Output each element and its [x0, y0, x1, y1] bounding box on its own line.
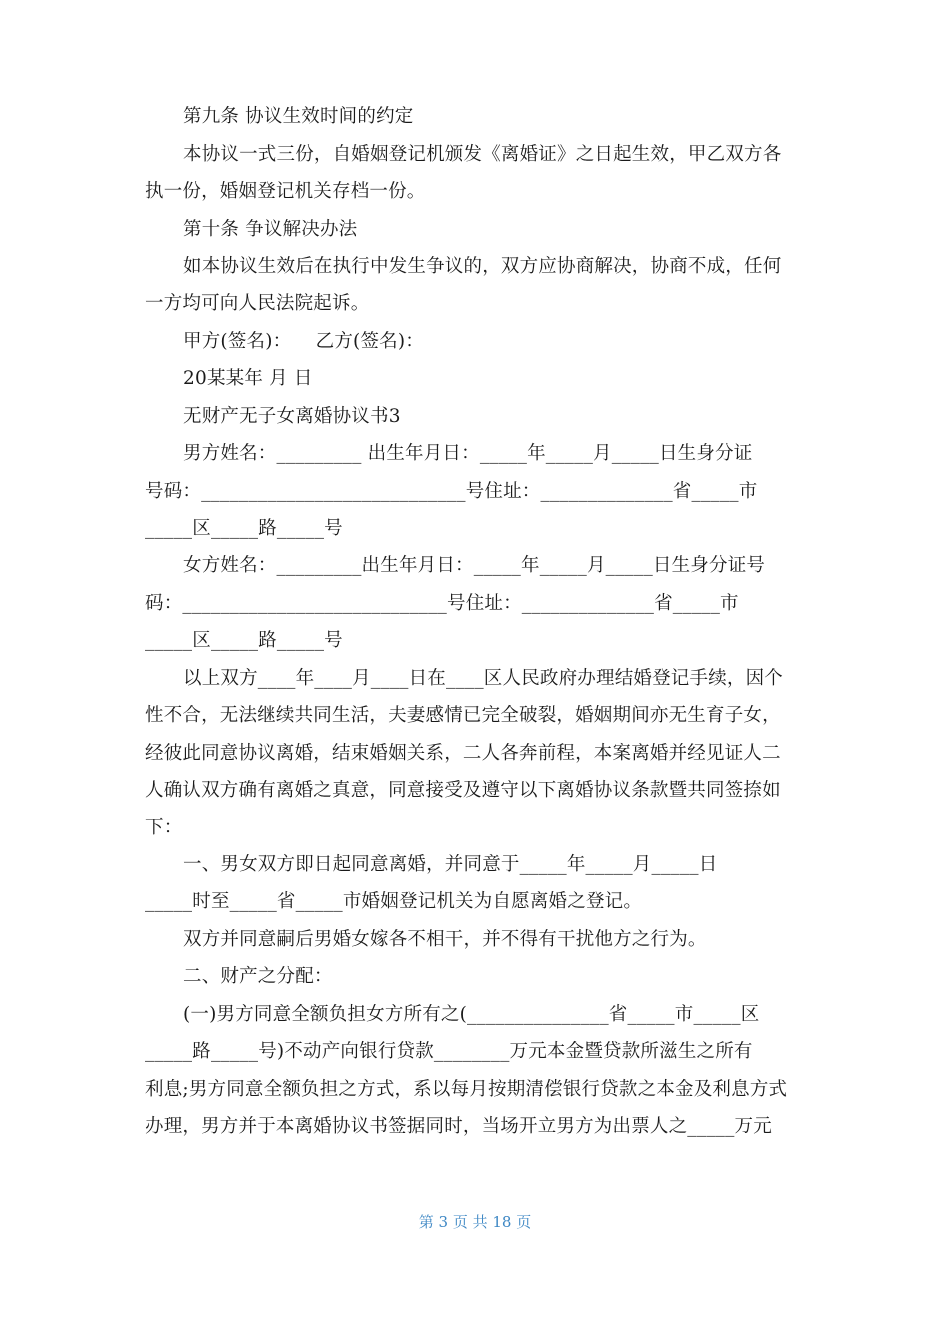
- paragraph-line: 一方均可向人民法院起诉。: [145, 293, 370, 314]
- paragraph-line: 经彼此同意协议离婚，结束婚姻关系，二人各奔前程，本案离婚并经见证人二: [145, 743, 781, 764]
- paragraph-line: 一、男女双方即日起同意离婚，并同意于_____年_____月_____日: [183, 854, 718, 875]
- paragraph-line: 号码：____________________________号住址：______________省_____市: [145, 481, 758, 502]
- article-9-heading: 第九条 协议生效时间的约定: [183, 106, 414, 127]
- date-line: 20某某年 月 日: [183, 368, 313, 389]
- paragraph-line: _____时至_____省_____市婚姻登记机关为自愿离婚之登记。: [145, 891, 643, 912]
- paragraph-line: 女方姓名：_________出生年月日：_____年_____月_____日生身分证号: [183, 555, 766, 576]
- article-10-heading: 第十条 争议解决办法: [183, 219, 358, 240]
- page-number-footer: 第 3 页 共 18 页: [418, 1213, 532, 1231]
- paragraph-line: 双方并同意嗣后男婚女嫁各不相干，并不得有干扰他方之行为。: [183, 929, 707, 950]
- paragraph-line: 男方姓名：_________ 出生年月日：_____年_____月_____日生身分证: [183, 443, 753, 464]
- paragraph-line: 办理，男方并于本离婚协议书签据同时，当场开立男方为出票人之_____万元: [145, 1116, 772, 1137]
- paragraph-line: _____区_____路_____号: [145, 518, 343, 539]
- paragraph-line: 执一份，婚姻登记机关存档一份。: [145, 181, 426, 202]
- paragraph-line: 人确认双方确有离婚之真意，同意接受及遵守以下离婚协议条款暨共同签捺如: [145, 780, 781, 801]
- paragraph-line: 性不合，无法继续共同生活，夫妻感情已完全破裂，婚姻期间亦无生育子女，: [145, 705, 781, 726]
- paragraph-line: 码：____________________________号住址：______________省_____市: [145, 593, 739, 614]
- paragraph-line: (一)男方同意全额负担女方所有之(_______________省_____市_____区: [183, 1004, 760, 1025]
- signature-line: 甲方(签名)： 乙方(签名)：: [183, 331, 424, 352]
- paragraph-line: 如本协议生效后在执行中发生争议的，双方应协商解决，协商不成，任何: [183, 256, 782, 277]
- paragraph-line: 本协议一式三份，自婚姻登记机颁发《离婚证》之日起生效，甲乙双方各: [183, 144, 782, 165]
- paragraph-line: 利息;男方同意全额负担之方式，系以每月按期清偿银行贷款之本金及利息方式: [145, 1079, 788, 1100]
- paragraph-line: 下：: [145, 817, 183, 838]
- paragraph-line: 二、财产之分配：: [183, 966, 333, 987]
- paragraph-line: _____区_____路_____号: [145, 630, 343, 651]
- paragraph-line: 以上双方____年____月____日在____区人民政府办理结婚登记手续，因个: [183, 668, 784, 689]
- section-title: 无财产无子女离婚协议书3: [183, 406, 401, 427]
- paragraph-line: _____路_____号)不动产向银行贷款________万元本金暨贷款所滋生之所有: [145, 1041, 753, 1062]
